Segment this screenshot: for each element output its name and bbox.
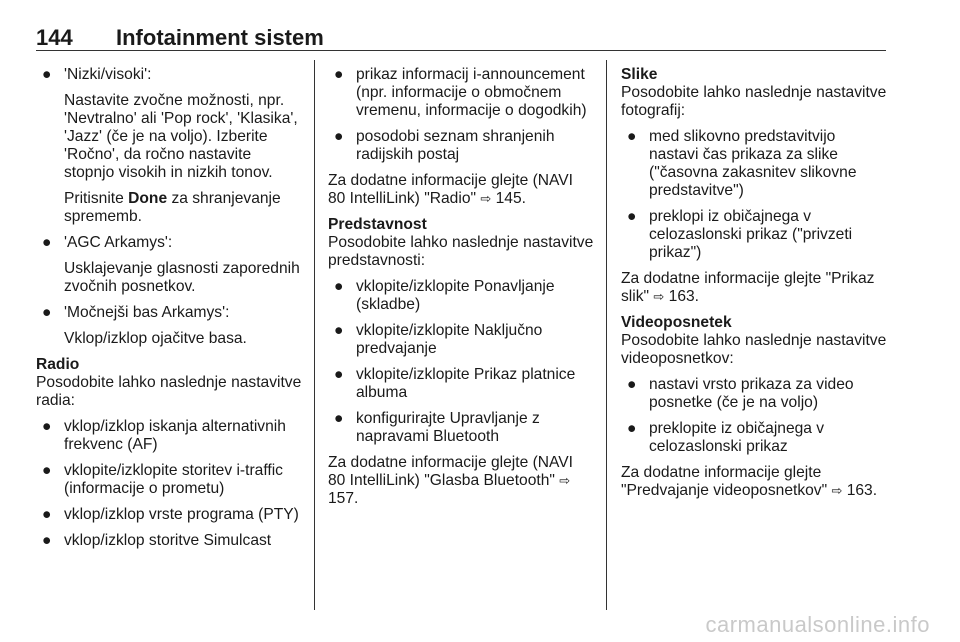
bullet-icon: ● — [42, 418, 52, 435]
column-1 — [36, 66, 302, 558]
cross-reference: Za dodatne informacije glejte "Prikaz slik" ⇨ 163. — [621, 270, 875, 305]
list-item: ● vklopite/izklopite Prikaz platnice albuma — [334, 366, 576, 401]
list-item: ● konfigurirajte Upravljanje z napravami Bluetooth — [334, 410, 540, 445]
bullet-icon: ● — [334, 278, 344, 295]
list-item: ● med slikovno predstavitvijo nastavi čas prikaza za slike ("časovna zakasnitev slikovne predstavitve") — [627, 128, 857, 199]
heading-predstavnost: Predstavnost — [328, 216, 427, 233]
bullet-icon: ● — [42, 462, 52, 479]
header-divider — [36, 50, 886, 51]
arrow-right-icon: ⇨ — [480, 191, 492, 206]
paragraph: Nastavite zvočne možnosti, npr. 'Nevtralno' ali 'Pop rock', 'Klasika', 'Jazz' (če je na voljo). Izberite 'Ročno', da ročno nastavite stopnjo visokih in nizkih tonov. — [64, 92, 298, 181]
section-title: Infotainment sistem — [116, 25, 324, 50]
bullet-icon: ● — [627, 208, 637, 225]
paragraph: Pritisnite Done za shranjevanje sprememb. — [64, 190, 281, 225]
arrow-right-icon: ⇨ — [653, 289, 665, 304]
bullet-icon: ● — [334, 410, 344, 427]
column-divider-1 — [314, 60, 315, 610]
list-item: ● 'Nizki/visoki': — [42, 66, 152, 83]
bullet-icon: ● — [334, 66, 344, 83]
bullet-icon: ● — [627, 420, 637, 437]
paragraph: Vklop/izklop ojačitve basa. — [64, 330, 247, 347]
list-item: ● preklopi iz običajnega v celozaslonski prikaz ("privzeti prikaz") — [627, 208, 853, 261]
watermark: carmanualsonline.info — [705, 612, 930, 637]
bullet-icon: ● — [334, 322, 344, 339]
paragraph: Posodobite lahko naslednje nastavitve videoposnetkov: — [621, 332, 887, 367]
arrow-right-icon: ⇨ — [559, 473, 571, 488]
paragraph: Posodobite lahko naslednje nastavitve fotografij: — [621, 84, 887, 119]
bullet-icon: ● — [42, 304, 52, 321]
bullet-icon: ● — [42, 66, 52, 83]
paragraph: Posodobite lahko naslednje nastavitve radia: — [36, 374, 302, 409]
bullet-icon: ● — [42, 234, 52, 251]
cross-reference: Za dodatne informacije glejte "Predvajanje videoposnetkov" ⇨ 163. — [621, 464, 878, 499]
paragraph: Posodobite lahko naslednje nastavitve predstavnosti: — [328, 234, 594, 269]
list-item: ● 'AGC Arkamys': — [42, 234, 173, 251]
heading-slike: Slike — [621, 66, 658, 83]
page-header — [36, 26, 886, 50]
list-item: ● nastavi vrsto prikaza za video posnetke (če je na voljo) — [627, 376, 854, 411]
heading-radio: Radio — [36, 356, 80, 373]
paragraph: Usklajevanje glasnosti zaporednih zvočnih posnetkov. — [64, 260, 300, 295]
list-item: ● preklopite iz običajnega v celozaslonski prikaz — [627, 420, 825, 455]
page-number: 144 — [36, 25, 73, 50]
bullet-icon: ● — [334, 366, 344, 383]
bullet-icon: ● — [334, 128, 344, 145]
column-divider-2 — [606, 60, 607, 610]
list-item: ● vklop/izklop vrste programa (PTY) — [42, 506, 299, 523]
list-item: ● posodobi seznam shranjenih radijskih postaj — [334, 128, 555, 163]
list-item: ● vklop/izklop storitve Simulcast — [42, 532, 272, 549]
list-item: ● vklopite/izklopite storitev i-traffic (informacije o prometu) — [42, 462, 283, 497]
list-item: ● vklopite/izklopite Naključno predvajanje — [334, 322, 543, 357]
column-2 — [328, 66, 594, 516]
arrow-right-icon: ⇨ — [831, 483, 843, 498]
heading-videoposnetek: Videoposnetek — [621, 314, 732, 331]
bullet-icon: ● — [627, 376, 637, 393]
cross-reference: Za dodatne informacije glejte (NAVI 80 IntelliLink) "Radio" ⇨ 145. — [328, 172, 573, 207]
bullet-icon: ● — [627, 128, 637, 145]
column-3 — [621, 66, 889, 508]
bullet-icon: ● — [42, 506, 52, 523]
list-item: ● vklop/izklop iskanja alternativnih frekvenc (AF) — [42, 418, 286, 453]
done-label: Done — [128, 190, 168, 207]
list-item: ● prikaz informacij i-announcement (npr. informacije o območnem vremenu, informacije o dogodkih) — [334, 66, 587, 119]
list-item: ● vklopite/izklopite Ponavljanje (skladbe) — [334, 278, 555, 313]
bullet-icon: ● — [42, 532, 52, 549]
cross-reference: Za dodatne informacije glejte (NAVI 80 IntelliLink) "Glasba Bluetooth" ⇨ 157. — [328, 454, 573, 507]
list-item: ● 'Močnejši bas Arkamys': — [42, 304, 230, 321]
